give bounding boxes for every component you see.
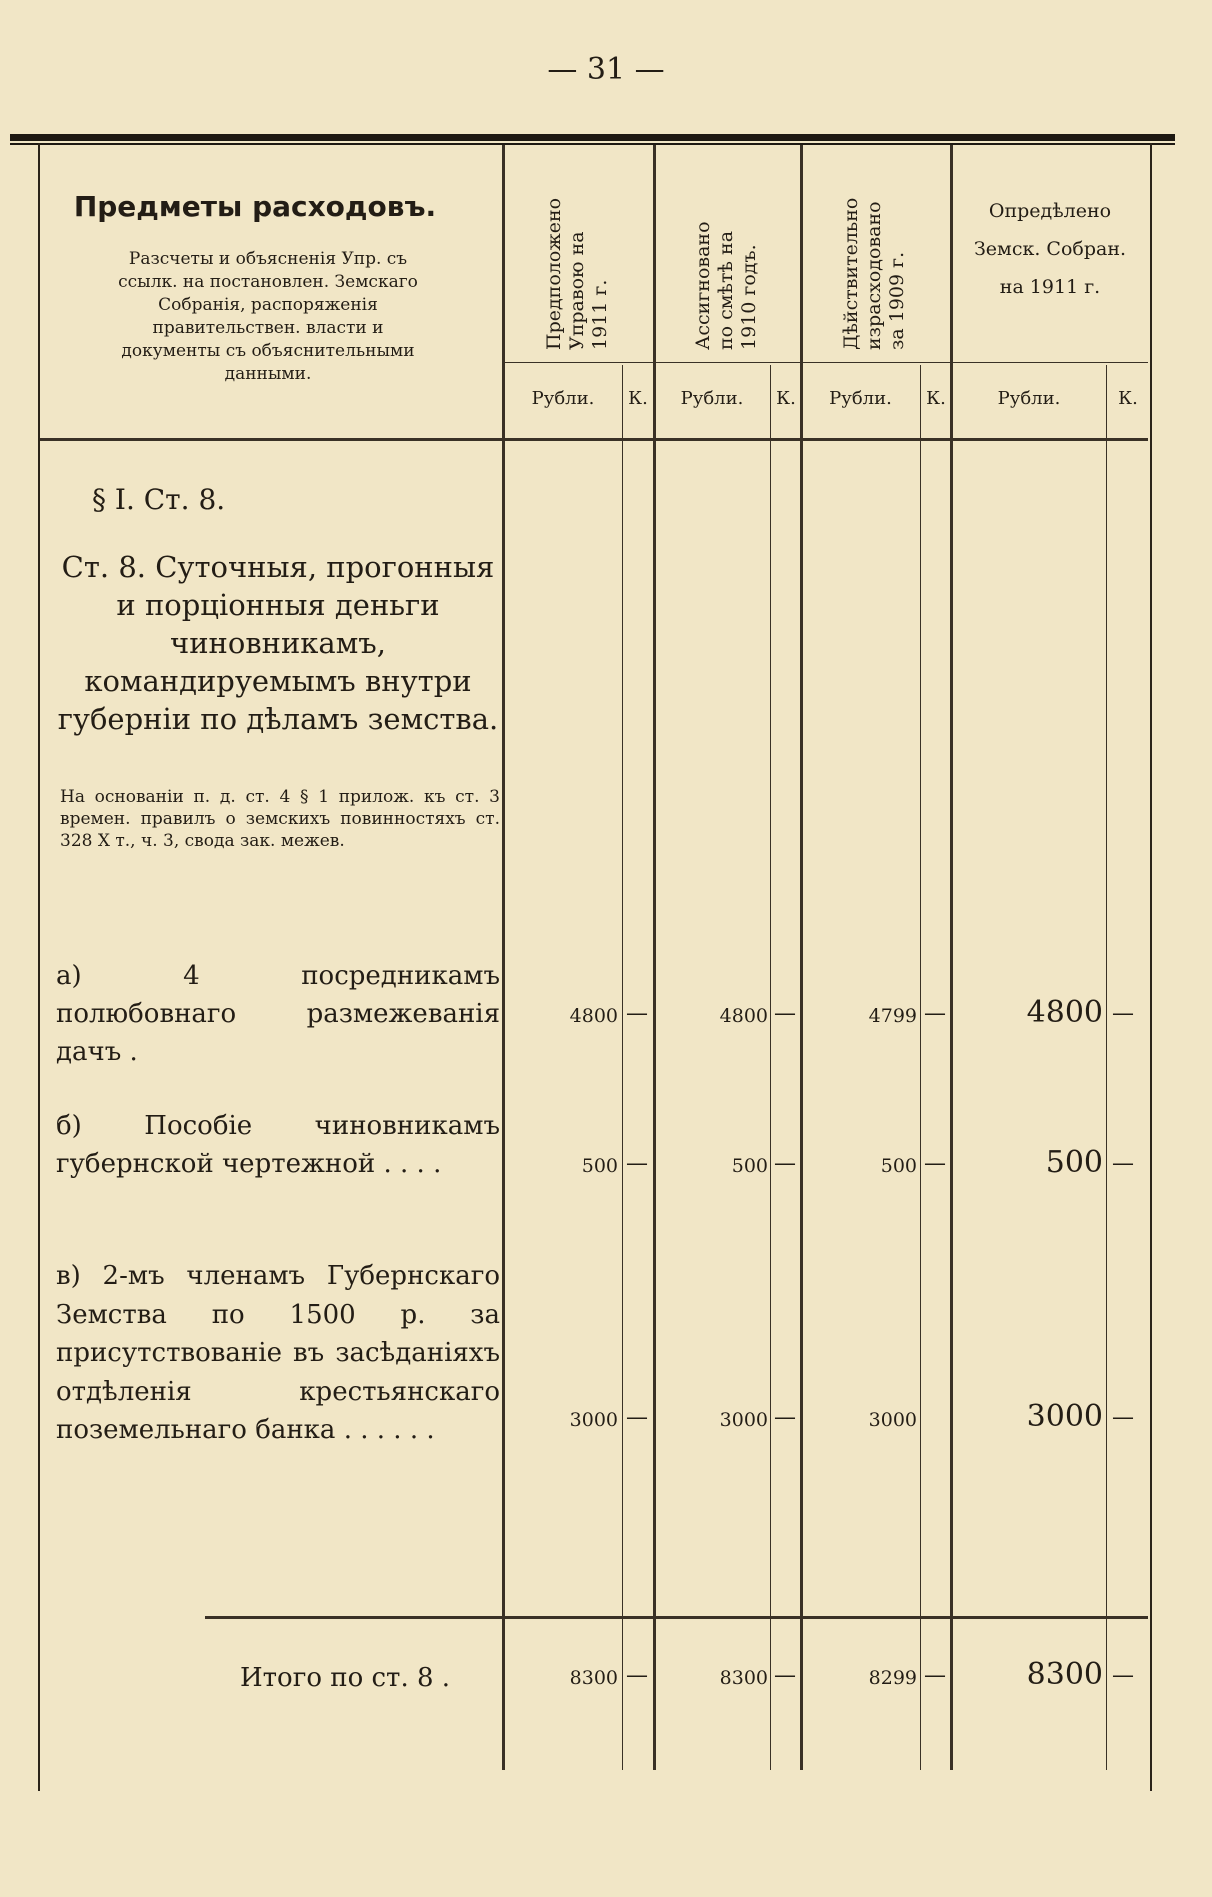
item-b-col3-kop: — (924, 1151, 946, 1176)
item-b-col3: 500 (880, 1155, 917, 1177)
item-a-col1-kop: — (626, 1001, 648, 1026)
col1-unit: Рубли. (531, 388, 595, 409)
col4-kop: К. (1118, 388, 1138, 409)
header-bottom-rule (40, 438, 1148, 441)
col3-unit: Рубли. (829, 388, 892, 409)
legal-basis: На основаніи п. д. ст. 4 § 1 прилож. къ ст. 3 времен. правилъ о земскихъ повинностяхъ ст. 328 X т., ч. 3, свода зак. межев. (60, 787, 500, 851)
divider-c4-kop (1106, 365, 1107, 1770)
total-col3-kop: — (924, 1663, 946, 1688)
top-rule (10, 134, 1175, 141)
item-b-col2-kop: — (774, 1151, 796, 1176)
col3-kop: К. (926, 388, 946, 409)
col1-header: Предположено Управою на 1911 г. (543, 197, 611, 350)
header-sub-rule (504, 362, 1148, 363)
divider-c2-kop (770, 365, 771, 1770)
item-b-col4: 500 (1045, 1145, 1103, 1180)
col1-kop: К. (628, 388, 648, 409)
total-label: Итого по ст. 8 . (240, 1663, 451, 1693)
col2-unit: Рубли. (680, 388, 744, 409)
item-v-col1: 3000 (569, 1409, 618, 1431)
divider-text (502, 145, 505, 1770)
total-col3: 8299 (868, 1667, 917, 1689)
total-col1-kop: — (626, 1663, 648, 1688)
total-col4: 8300 (1026, 1657, 1103, 1692)
item-a-col3: 4799 (868, 1005, 917, 1027)
total-col4-kop: — (1112, 1663, 1134, 1688)
item-a-col2: 4800 (719, 1005, 768, 1027)
col4-unit: Рубли. (997, 388, 1061, 409)
item-b-col2: 500 (731, 1155, 768, 1177)
header-title: Предметы расходовъ. (73, 190, 437, 223)
item-a-col3-kop: — (924, 1001, 946, 1026)
item-v-col2-kop: — (774, 1405, 796, 1430)
item-v-col4-kop: — (1112, 1405, 1134, 1430)
item-v-col2: 3000 (719, 1409, 768, 1431)
item-v-col1-kop: — (626, 1405, 648, 1430)
item-v-col4: 3000 (1026, 1399, 1103, 1434)
item-b-col1-kop: — (626, 1151, 648, 1176)
divider-c3-kop (920, 365, 921, 1770)
item-a-col4: 4800 (1026, 995, 1103, 1030)
item-b-col1: 500 (581, 1155, 618, 1177)
page-number: — 31 — (547, 52, 665, 87)
col2-kop: К. (776, 388, 796, 409)
item-a-col2-kop: — (774, 1001, 796, 1026)
col2-header: Ассигновано по смѣтѣ на 1910 годъ. (692, 221, 760, 350)
item-b: б) Пособіе чиновникамъ губернской чертежной . . . . (56, 1111, 500, 1179)
total-rule (205, 1616, 1148, 1619)
item-a: а) 4 посредникамъ полюбовнаго размежеванія дачъ . (56, 961, 500, 1067)
item-a-col4-kop: — (1112, 1001, 1134, 1026)
section-heading: § I. Ст. 8. (92, 483, 226, 516)
item-b-col4-kop: — (1112, 1151, 1134, 1176)
total-col2-kop: — (774, 1663, 796, 1688)
col3-header: Дѣйствительно израсходовано за 1909 г. (840, 197, 908, 350)
col4-header: Опредѣлено Земск. Собран. на 1911 г. (973, 200, 1127, 298)
item-v-col3: 3000 (868, 1409, 917, 1431)
article-title: Ст. 8. Суточныя, прогонныя и порціонныя деньги чиновникамъ, командируемымъ внутри губерніи по дѣламъ земства. (57, 550, 499, 736)
total-col2: 8300 (719, 1667, 768, 1689)
header-note: Разсчеты и объясненія Упр. съ ссылк. на постановлен. Земскаго Собранія, распоряженія правительствен. власти и документы съ объяснительными данными. (118, 249, 418, 384)
item-a-col1: 4800 (569, 1005, 618, 1027)
divider-c1-kop (622, 365, 623, 1770)
item-v: в) 2-мъ членамъ Губернскаго Земства по 1500 р. за присутствованіе въ засѣданіяхъ отдѣленія крестьянскаго поземельнаго банка . . . . . . (56, 1261, 500, 1445)
total-col1: 8300 (569, 1667, 618, 1689)
